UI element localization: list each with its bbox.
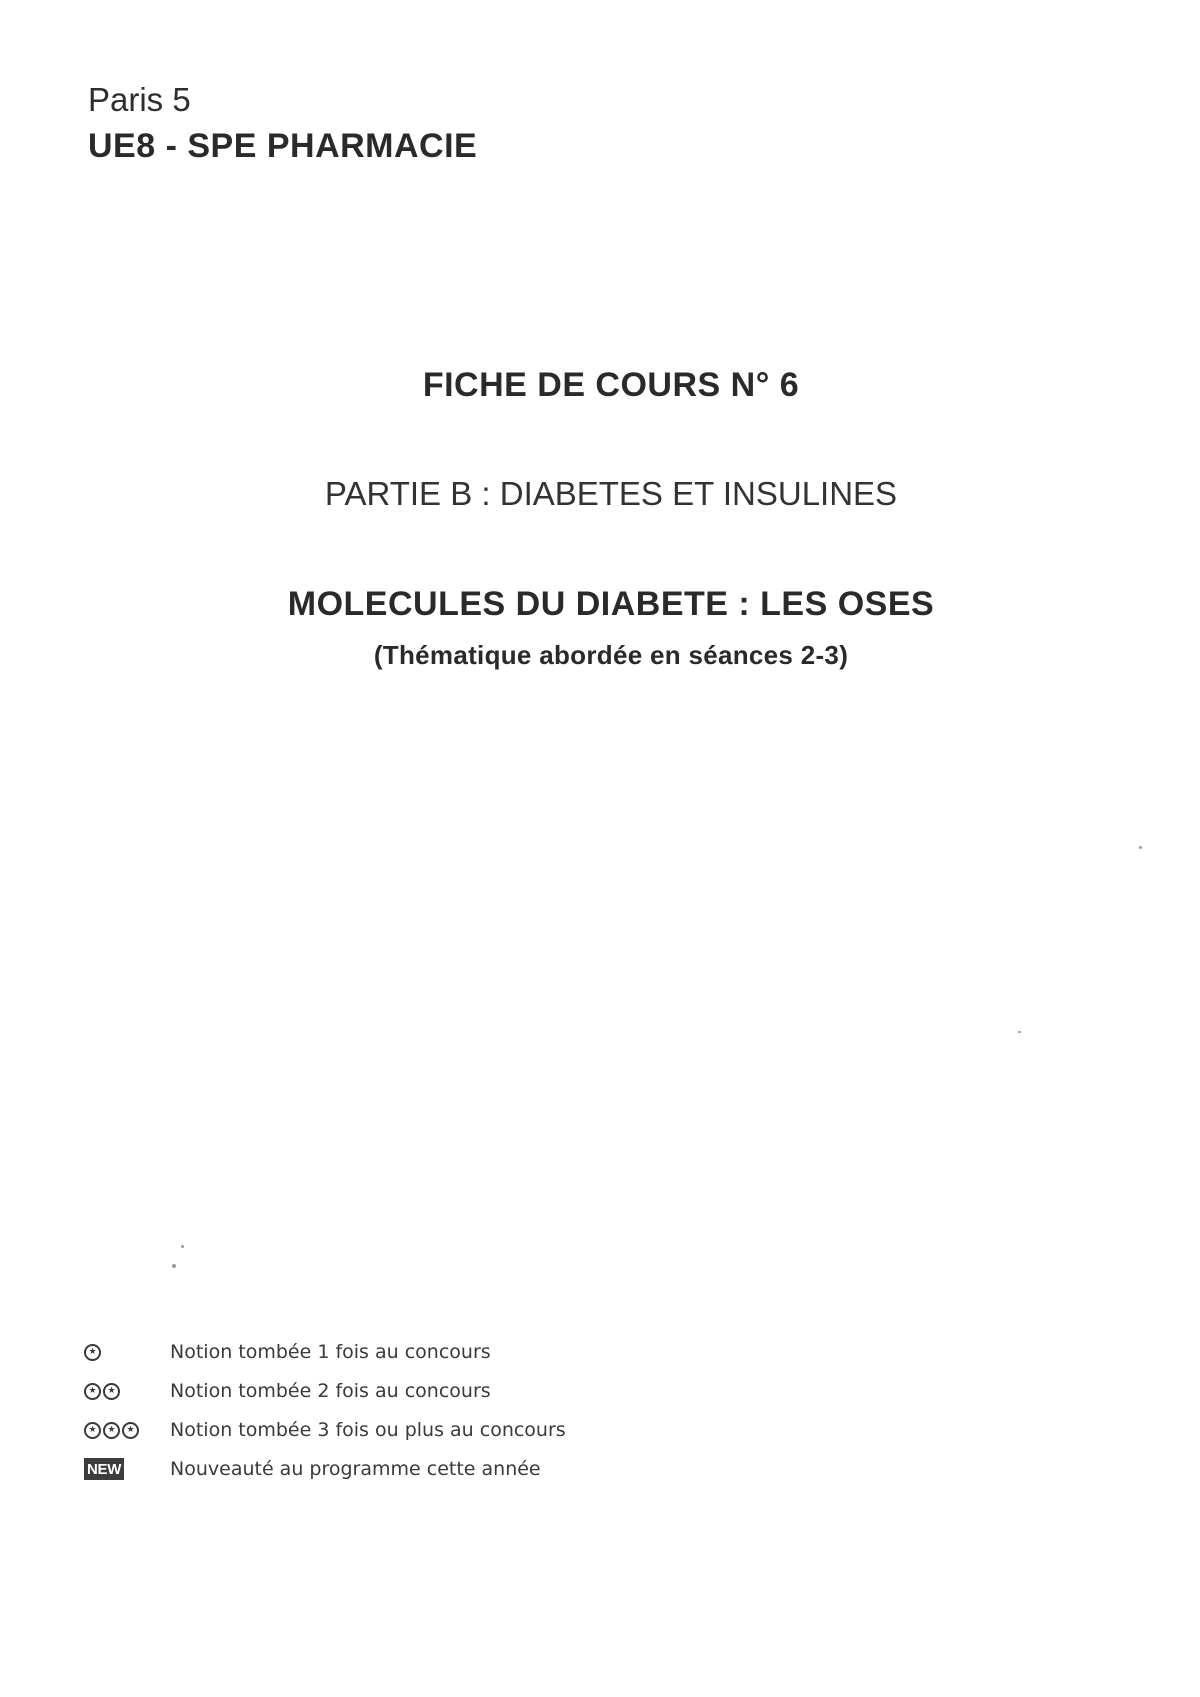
scan-speck bbox=[172, 1264, 176, 1268]
legend-label: Notion tombée 1 fois au concours bbox=[170, 1341, 491, 1363]
one-star-icon bbox=[84, 1340, 103, 1364]
two-stars-icon bbox=[84, 1379, 122, 1403]
star-icon: ★ bbox=[103, 1422, 120, 1439]
three-stars-icon bbox=[84, 1418, 141, 1442]
partie-subtitle: PARTIE B : DIABETES ET INSULINES bbox=[324, 475, 898, 512]
scan-speck bbox=[1139, 846, 1142, 849]
fiche-title: FICHE DE COURS N° 6 bbox=[422, 366, 800, 404]
star-icon: ★ bbox=[84, 1422, 101, 1439]
legend-label: Notion tombée 2 fois au concours bbox=[170, 1380, 491, 1402]
legend-label: Notion tombée 3 fois ou plus au concours bbox=[170, 1419, 566, 1441]
star-icon: ★ bbox=[84, 1344, 101, 1361]
legend-label: Nouveauté au programme cette année bbox=[170, 1458, 541, 1480]
header-course-title: UE8 - SPE PHARMACIE bbox=[88, 127, 478, 165]
molecules-title: MOLECULES DU DIABETE : LES OSES bbox=[287, 585, 935, 623]
header-city: Paris 5 bbox=[88, 81, 191, 118]
thematique-note: (Thématique abordée en séances 2-3) bbox=[373, 640, 849, 670]
scan-speck bbox=[181, 1245, 184, 1248]
star-icon: ★ bbox=[103, 1383, 120, 1400]
scan-speck bbox=[1018, 1031, 1021, 1033]
new-badge: NEW bbox=[84, 1458, 124, 1480]
new-badge-icon bbox=[84, 1457, 124, 1481]
document-header bbox=[88, 78, 477, 170]
star-icon: ★ bbox=[84, 1383, 101, 1400]
star-icon: ★ bbox=[122, 1422, 139, 1439]
